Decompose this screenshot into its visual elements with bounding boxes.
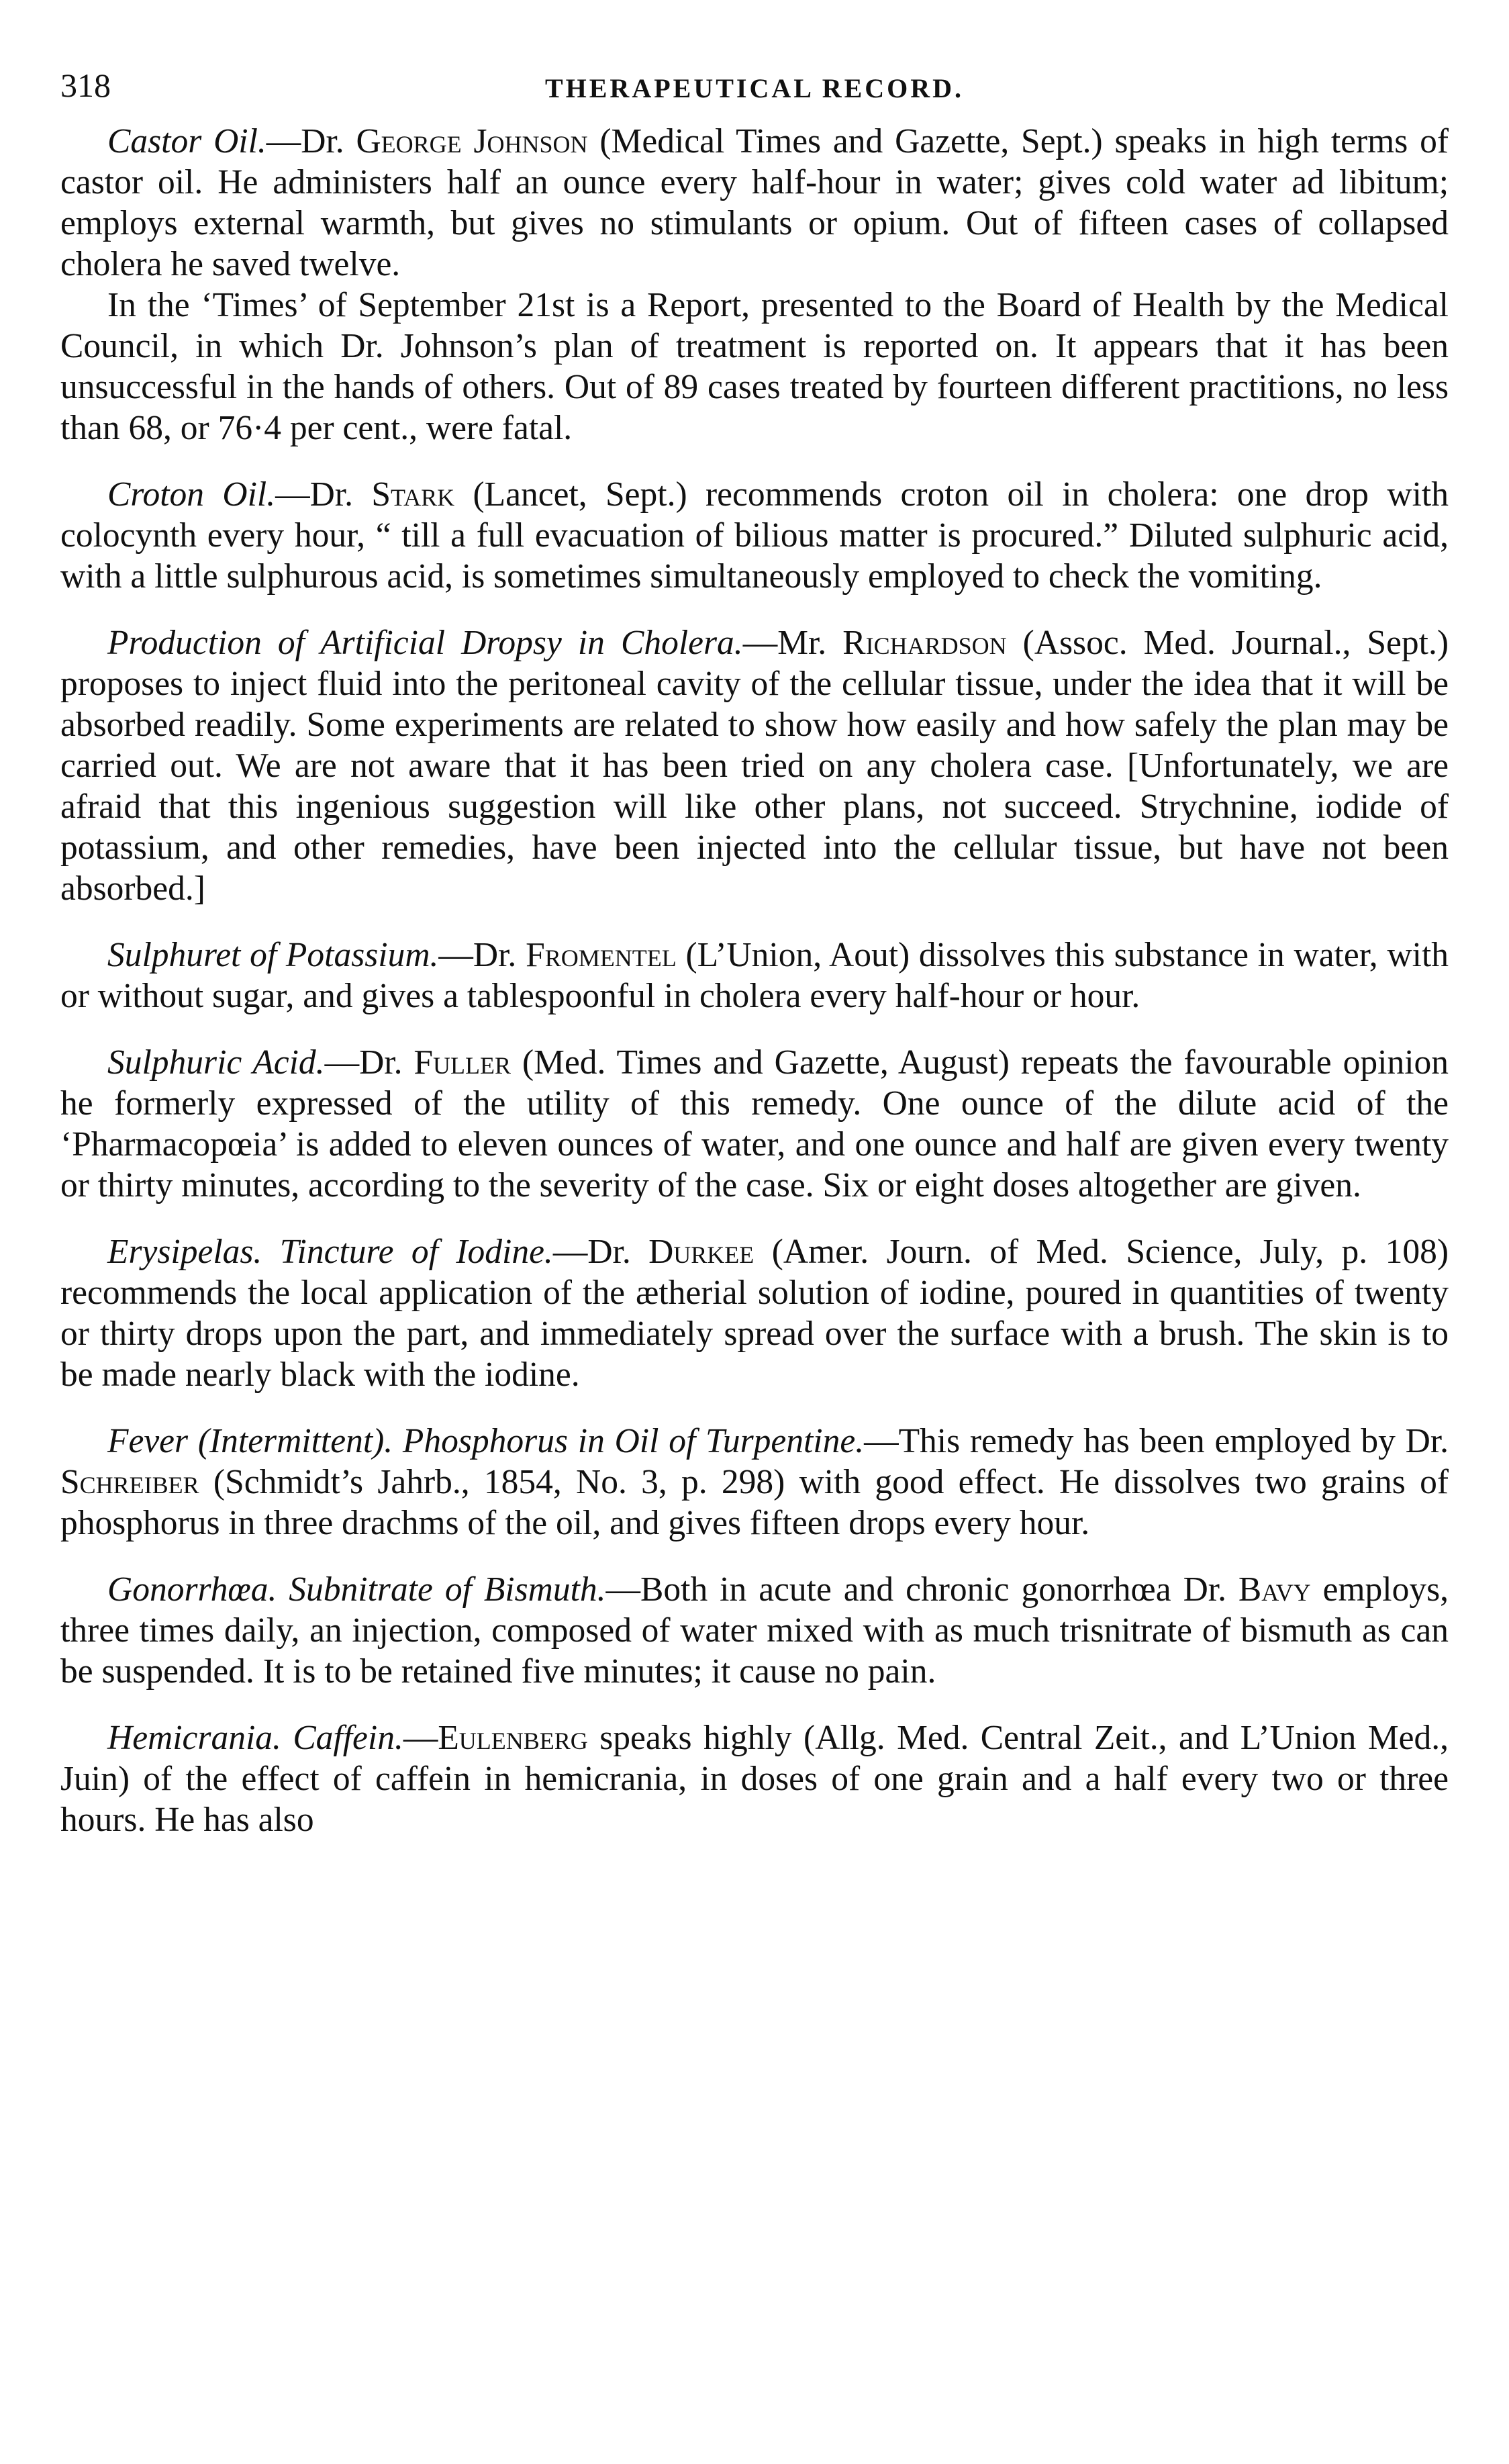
entry-author: Schreiber <box>60 1463 199 1501</box>
entry-intro: —Dr. <box>438 936 526 974</box>
entry-title: Erysipelas. Tincture of Iodine. <box>107 1233 553 1271</box>
entry-body: employs, three times daily, an injection, composed of water mixed with as much trisnitrate of bismuth as can be suspended. It is to be retained five minutes; it cause no pain. <box>60 1570 1449 1691</box>
entry-body: (Lancet, Sept.) recommends croton oil in cholera: one drop with colocynth every hour, “ till a full evacuation of bilious matter is procured.” Diluted sulphuric acid, with a little sulphurous acid, is sometimes simultaneously employed to check the vomiting. <box>60 475 1449 596</box>
entry-title: Production of Artificial Dropsy in Cholera. <box>107 624 743 662</box>
entry-croton-oil <box>60 474 1449 597</box>
entry-erysipelas <box>60 1231 1449 1395</box>
entry-body: (L’Union, Aout) dissolves this substance in water, with or without sugar, and gives a tablespoonful in cholera every half-hour or hour. <box>60 936 1449 1015</box>
entry-author: Durkee <box>648 1233 754 1271</box>
entry-body: (Med. Times and Gazette, August) repeats the favourable opinion he formerly expressed of the utility of this remedy. One ounce of the dilute acid of the ‘Pharmacopœia’ is added to eleven ounces of water, and one ounce and half are given every twenty or thirty minutes, according to the severity of the case. Six or eight doses altogether are given. <box>60 1043 1449 1204</box>
entry-body: (Assoc. Med. Journal., Sept.) proposes to inject fluid into the peritoneal cavity of the cellular tissue, under the idea that it will be absorbed readily. Some experiments are related to show how easily and how safely the plan may be carried out. We are not aware that it has been tried on any cholera case. [Unfortunately, we are afraid that this ingenious suggestion will like other plans, not succeed. Strychnine, iodide of potassium, and other remedies, have been injected into the cellular tissue, but have not been absorbed.] <box>60 624 1449 908</box>
entry-title: Hemicrania. Caffein. <box>107 1719 403 1757</box>
entry-author: Eulenberg <box>438 1719 588 1757</box>
entry-body: speaks highly (Allg. Med. Central Zeit., and L’Union Med., Juin) of the effect of caffein in hemicrania, in doses of one grain and a half every two or three hours. He has also <box>60 1719 1449 1839</box>
entry-times-report <box>60 285 1449 448</box>
entry-title: Croton Oil. <box>107 475 276 514</box>
entry-body: (Medical Times and Gazette, Sept.) speaks in high terms of castor oil. He administers half an ounce every half-hour in water; gives cold water ad libitum; employs external warmth, but gives no stimulants or opium. Out of fifteen cases of collapsed cholera he saved twelve. <box>60 122 1449 283</box>
entry-castor-oil <box>60 121 1449 285</box>
entry-author: Fuller <box>413 1043 512 1082</box>
page-header: THERAPEUTICAL RECORD. <box>544 73 965 103</box>
entry-gonorrhoea <box>60 1569 1449 1692</box>
entry-intro: —Dr. <box>324 1043 414 1082</box>
document-page <box>60 47 1449 2424</box>
entry-author: Fromentel <box>526 936 677 974</box>
entry-intro: —Mr. <box>742 624 843 662</box>
page-number: 318 <box>60 66 111 104</box>
entry-artificial-dropsy <box>60 622 1449 909</box>
entry-intro: —Dr. <box>275 475 372 514</box>
entry-fever-intermittent <box>60 1421 1449 1544</box>
entry-body: (Schmidt’s Jahrb., 1854, No. 3, p. 298) with good effect. He dissolves two grains of phosphorus in three drachms of the oil, and gives fifteen drops every hour. <box>60 1463 1449 1542</box>
entry-author: Stark <box>371 475 455 514</box>
running-head <box>60 47 1449 121</box>
entry-intro: —Dr. <box>552 1233 649 1271</box>
entry-title: Sulphuret of Potassium. <box>107 936 439 974</box>
entry-title: Sulphuric Acid. <box>107 1043 325 1082</box>
entry-title: Fever (Intermittent). Phosphorus in Oil of Turpentine. <box>107 1422 865 1460</box>
entry-intro: — <box>403 1719 438 1757</box>
entry-body: (Amer. Journ. of Med. Science, July, p. 108) recommends the local application of the ætherial solution of iodine, poured in quantities of twenty or thirty drops upon the part, and immediately spread over the surface with a brush. The skin is to be made nearly black with the iodine. <box>60 1233 1449 1394</box>
entry-title: Gonorrhœa. Subnitrate of Bismuth. <box>107 1570 606 1609</box>
entry-author: Richardson <box>842 624 1007 662</box>
entry-intro: —Both in acute and chronic gonorrhœa Dr. <box>605 1570 1238 1609</box>
entry-sulphuret-potassium <box>60 935 1449 1016</box>
entry-author: Bavy <box>1238 1570 1311 1609</box>
entry-intro: —This remedy has been employed by Dr. <box>864 1422 1449 1460</box>
entry-author: George Johnson <box>356 122 588 160</box>
entry-hemicrania <box>60 1717 1449 1840</box>
entry-title: Castor Oil. <box>107 122 266 160</box>
entry-body: In the ‘Times’ of September 21st is a Report, presented to the Board of Health by the Medical Council, in which Dr. Johnson’s plan of treatment is reported on. It appears that it has been unsuccessful in the hands of others. Out of 89 cases treated by fourteen different practitions, no less than 68, or 76·4 per cent., were fatal. <box>60 286 1449 447</box>
entry-sulphuric-acid <box>60 1042 1449 1206</box>
entry-intro: —Dr. <box>266 122 356 160</box>
